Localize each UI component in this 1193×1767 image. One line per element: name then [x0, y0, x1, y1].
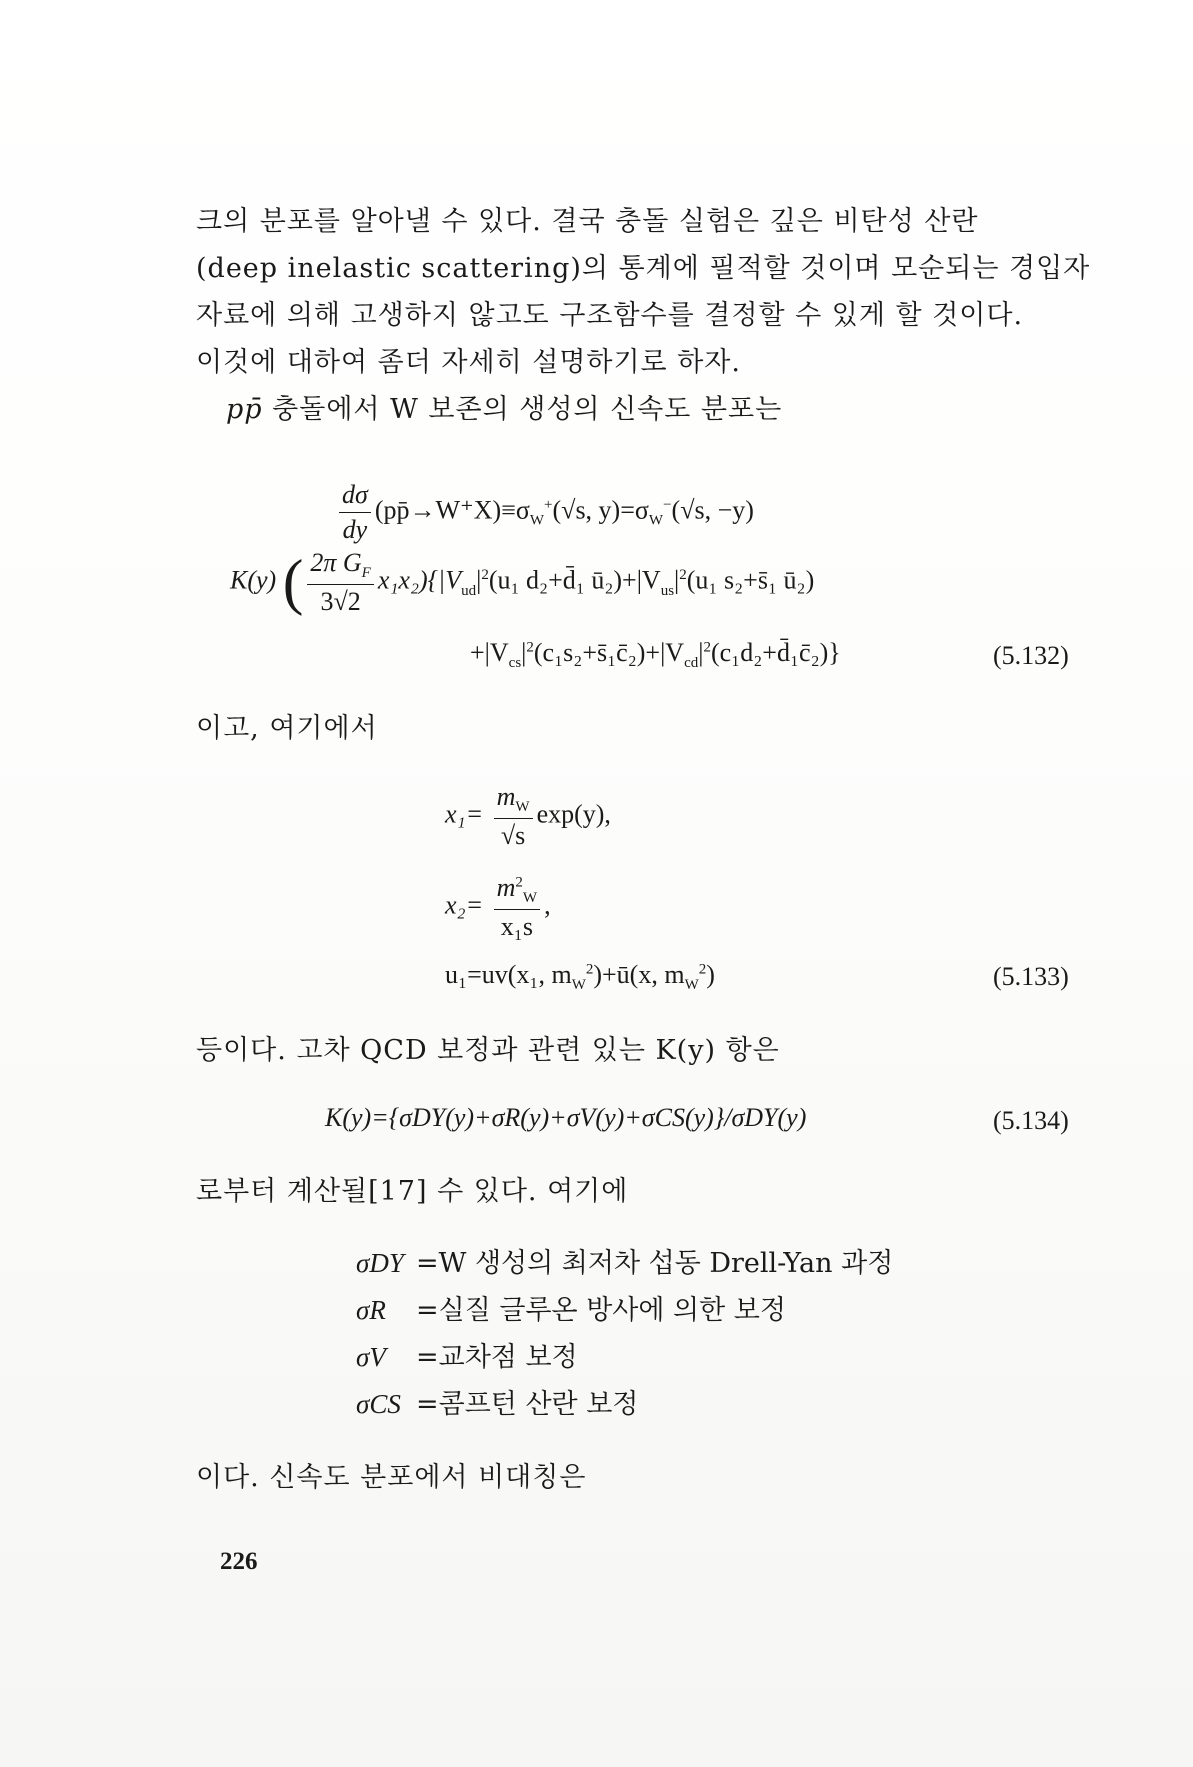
k-definition: K(y)={σDY(y)+σR(y)+σV(y)+σCS(y)}/σDY(y) — [325, 1103, 807, 1132]
definition-symbol: σR — [356, 1295, 386, 1325]
d-sigma-dy-fraction: $\frac{d\sigma}{dy}$ — [339, 480, 371, 545]
definition-symbol: σCS — [356, 1389, 401, 1419]
x2-fraction: $\frac{m^2_W}{\text{x₁s}}$ — [494, 873, 540, 942]
definition-list — [356, 1240, 893, 1428]
definition-symbol: σDY — [356, 1248, 404, 1278]
gf-denominator: 3√2 — [320, 587, 361, 617]
equation-number-5-133: (5.133) — [993, 962, 1069, 991]
gf-fraction: $\frac{2\pi G_F}{3√2}$ — [307, 548, 373, 617]
text-line-rapidity — [196, 386, 1086, 433]
x2-den: x₁s — [500, 912, 533, 942]
text-line: 이것에 대하여 좀더 자세히 설명하기로 하자. — [196, 347, 741, 378]
definition-item — [356, 1334, 893, 1381]
k-of-y: K(y) — [230, 565, 277, 595]
rapidity-intro-text: 충돌에서 W 보존의 생성의 신속도 분포는 — [272, 394, 783, 425]
pp-bar-symbol: pp̄ — [226, 394, 263, 425]
x1-num: m — [496, 782, 516, 811]
u1-c: ) — [706, 960, 715, 989]
cs-term: (c₁s₂+s̄₁c̄₂)+|V — [533, 638, 685, 667]
definition-text: =콤프턴 산란 보정 — [416, 1389, 639, 1420]
definition-text: =W 생성의 최저차 섭동 Drell-Yan 과정 — [416, 1248, 894, 1279]
text-line: 이고, 여기에서 — [196, 713, 378, 744]
equation-5-132-line1: $\frac{d\sigma}{dy}$ $(pp̄\to W^+X)\equiv\sigma_W^+(√s$, $y)=\sigma_W^-(√s$, −y) — [335, 480, 754, 545]
equation-5-134 — [325, 1103, 806, 1133]
x2-num: m — [496, 873, 516, 902]
equation-5-132-line3: $+|V_{cs}|^2(c_1s_2+s̄_1c̄_2)+|V_{cd}|^2(c_1d_2+d̄_1c̄_2)$} — [470, 638, 841, 672]
u1-b: )+ū(x, m — [593, 960, 685, 989]
u1-a: u₁=uv(x₁, m — [445, 960, 572, 989]
definition-item — [356, 1240, 893, 1287]
eq132-end: (√s, −y) — [671, 495, 754, 525]
x1x2-term: x₁x₂){|V — [377, 565, 462, 595]
paragraph-asymmetry — [196, 1454, 1086, 1501]
ud-term: (u₁ d₂+d̄₁ ū₂)+|V — [488, 565, 661, 595]
page-number: 226 — [220, 1548, 258, 1575]
text-line: (deep inelastic scattering)의 통계에 필적할 것이며 모순되는 경입자 — [196, 253, 1091, 284]
text-line: 크의 분포를 알아낼 수 있다. 결국 충돌 실험은 깊은 비탄성 산란 — [196, 206, 979, 237]
x1-tail: exp(y), — [536, 799, 611, 829]
x1-lhs: x₁= — [445, 799, 484, 829]
equation-x2: x₂= $\frac{m^2_W}{\text{x₁s}}$ , — [445, 873, 551, 942]
definition-item — [356, 1381, 893, 1428]
equation-x1 — [445, 782, 611, 851]
x1-den: √s — [500, 821, 526, 851]
equation-number-5-134: (5.134) — [993, 1106, 1069, 1135]
text-line: 자료에 의해 고생하지 않고도 구조함수를 결정할 수 있게 할 것이다. — [196, 300, 1024, 331]
equation-5-132-line2: K(y) ( $\frac{2\pi G_F}{3√2}$ $x_1x_2)\{|V_{ud}|^2(u_1$ d₂+d̄₁ $ū_2)+|V_{us}|^2(u_1$ s₂+s̄₁ ū₂) — [230, 548, 815, 617]
cs-prefix: +|V — [470, 638, 509, 667]
cd-term: (c₁d₂+d̄₁c̄₂)} — [710, 638, 841, 667]
x2-lhs: x₂= — [445, 890, 484, 920]
equation-number-5-132: (5.132) — [993, 641, 1069, 670]
gf-numerator: 2π G — [310, 548, 362, 577]
text-line: 로부터 계산될[17] 수 있다. 여기에 — [196, 1176, 629, 1207]
paragraph-intro — [196, 198, 1091, 433]
definition-text: =실질 글루온 방사에 의한 보정 — [416, 1295, 786, 1326]
paragraph-here — [196, 705, 1086, 752]
definition-text: =교차점 보정 — [416, 1342, 578, 1373]
eq132-lhs: (pp̄→W⁺X)≡σ — [374, 495, 530, 525]
equation-u1: u₁=uv(x₁, $m_W^2)+ū(x$, $m_W^2$) — [445, 960, 715, 994]
definition-item — [356, 1287, 893, 1334]
text-line: 등이다. 고차 QCD 보정과 관련 있는 K(y) 항은 — [196, 1035, 780, 1066]
paragraph-computed — [196, 1168, 1086, 1215]
x1-fraction: $\frac{m_W}{√s}$ — [494, 782, 533, 851]
us-term: (u₁ s₂+s̄₁ ū₂) — [686, 565, 815, 595]
eq132-rhs: (√s, y)=σ — [552, 495, 649, 525]
text-line: 이다. 신속도 분포에서 비대칭은 — [196, 1462, 587, 1493]
paragraph-qcd — [196, 1027, 1086, 1074]
definition-symbol: σV — [356, 1342, 386, 1372]
